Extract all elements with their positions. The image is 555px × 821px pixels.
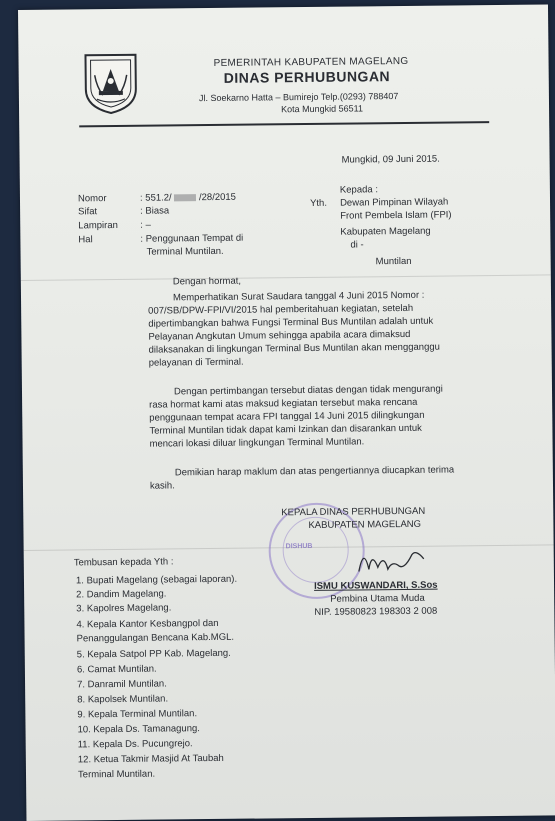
- sifat-value: : Biasa: [140, 205, 170, 217]
- signatory-nip: NIP. 19580823 198303 2 008: [314, 605, 438, 618]
- cc-item: 5. Kepala Satpol PP Kab. Magelang.: [76, 647, 231, 661]
- hal-label: Hal: [78, 234, 93, 246]
- cc-heading: Tembusan kepada Yth :: [73, 556, 174, 569]
- cc-item: 6. Camat Muntilan.: [76, 663, 157, 676]
- recipient-line: Front Pembela Islam (FPI): [340, 209, 452, 222]
- cc-item: 4. Kepala Kantor Kesbangpol dan: [76, 617, 219, 631]
- handwritten-signature: [354, 541, 434, 582]
- cc-item: 11. Kepala Ds. Pucungrejo.: [77, 738, 193, 751]
- para2-line: rasa hormat kami atas maksud kegiatan tersebut maka rencana: [149, 396, 418, 411]
- hal-value-cont: Terminal Muntilan.: [146, 245, 224, 258]
- regency-emblem-icon: [80, 51, 141, 116]
- lampiran-value: : –: [140, 219, 151, 231]
- cc-item: Penanggulangan Bencana Kab.MGL.: [76, 631, 235, 645]
- signatory-title: KABUPATEN MAGELANG: [308, 518, 422, 531]
- para2-line: Terminal Muntilan tidak dapat kami Izinkan dan disarankan untuk: [149, 422, 422, 437]
- recipient-kepada: Kepada :: [339, 184, 379, 196]
- para1-line: dipertimbangkan bahwa Fungsi Terminal Bus Muntilan adalah untuk: [148, 315, 434, 330]
- para1-line: Pelayanan Angkutan Umum sehingga apabila acara dimaksud: [148, 328, 411, 343]
- recipient-line: Dewan Pimpinan Wilayah: [339, 196, 449, 209]
- para1-line: pelayanan di Terminal.: [148, 356, 244, 369]
- signatory-rank: Pembina Utama Muda: [330, 592, 425, 605]
- official-stamp: DISHUB: [268, 502, 365, 599]
- letter-paper: [18, 4, 555, 821]
- department-name: DINAS PERHUBUNGAN: [223, 68, 391, 86]
- para3-line: kasih.: [149, 480, 175, 492]
- para1-line: dilaksanakan di lingkungan Terminal Bus Muntilan akan mengganggu: [148, 341, 440, 356]
- cc-item: 10. Kepala Ds. Tamanagung.: [77, 723, 200, 736]
- cc-item: 9. Kepala Terminal Muntilan.: [77, 708, 198, 721]
- fold-line: [21, 274, 551, 281]
- hal-value: : Penggunaan Tempat di: [140, 232, 244, 245]
- greeting: Dengan hormat,: [172, 275, 242, 288]
- recipient-line: Kabupaten Magelang: [340, 225, 431, 238]
- letter-date: Mungkid, 09 Juni 2015.: [341, 153, 440, 166]
- recipient-line: Muntilan: [375, 255, 412, 268]
- recipient-yth: Yth.: [309, 197, 328, 209]
- para2-line: penggunaan tempat acara FPI tanggal 14 Juni 2015 dilingkungan: [149, 409, 425, 424]
- city-line: Kota Mungkid 56511: [281, 103, 364, 115]
- recipient-line: di -: [350, 239, 364, 251]
- lampiran-label: Lampiran: [78, 219, 118, 232]
- para1-line: Memperhatikan Surat Saudara tanggal 4 Juni 2015 Nomor :: [172, 289, 425, 304]
- nomor-label: Nomor: [77, 193, 107, 205]
- cc-item: 12. Ketua Takmir Masjid At Taubah: [77, 752, 224, 766]
- cc-item: 7. Danramil Muntilan.: [77, 678, 167, 691]
- para2-line: Dengan pertimbangan tersebut diatas dengan tidak mengurangi: [173, 383, 443, 398]
- cc-item: 8. Kapolsek Muntilan.: [77, 693, 169, 706]
- sifat-label: Sifat: [78, 206, 98, 218]
- para2-line: mencari lokasi diluar lingkungan Terminal Muntilan.: [149, 436, 365, 450]
- signatory-name: ISMU KUSWANDARI, S.Sos: [313, 579, 438, 592]
- cc-item: 2. Dandim Magelang.: [76, 588, 167, 601]
- cc-item: Terminal Muntilan.: [77, 768, 156, 781]
- cc-item: 1. Bupati Magelang (sebagai laporan).: [75, 573, 238, 587]
- letterhead-rule: [79, 121, 489, 127]
- para1-line: 007/SB/DPW-FPI/VI/2015 hal pemberitahuan kegiatan, setelah: [148, 302, 414, 317]
- agency-name: PEMERINTAH KABUPATEN MAGELANG: [213, 55, 409, 69]
- cc-item: 3. Kapolres Magelang.: [76, 602, 172, 615]
- signatory-title: KEPALA DINAS PERHUBUNGAN: [281, 505, 426, 519]
- address-line: Jl. Soekarno Hatta – Bumirejo Telp.(0293) 788407: [198, 91, 399, 104]
- nomor-value: : 551.2/ /28/2015: [139, 191, 236, 204]
- para3-line: Demikian harap maklum dan atas pengertiannya diucapkan terima: [174, 464, 455, 479]
